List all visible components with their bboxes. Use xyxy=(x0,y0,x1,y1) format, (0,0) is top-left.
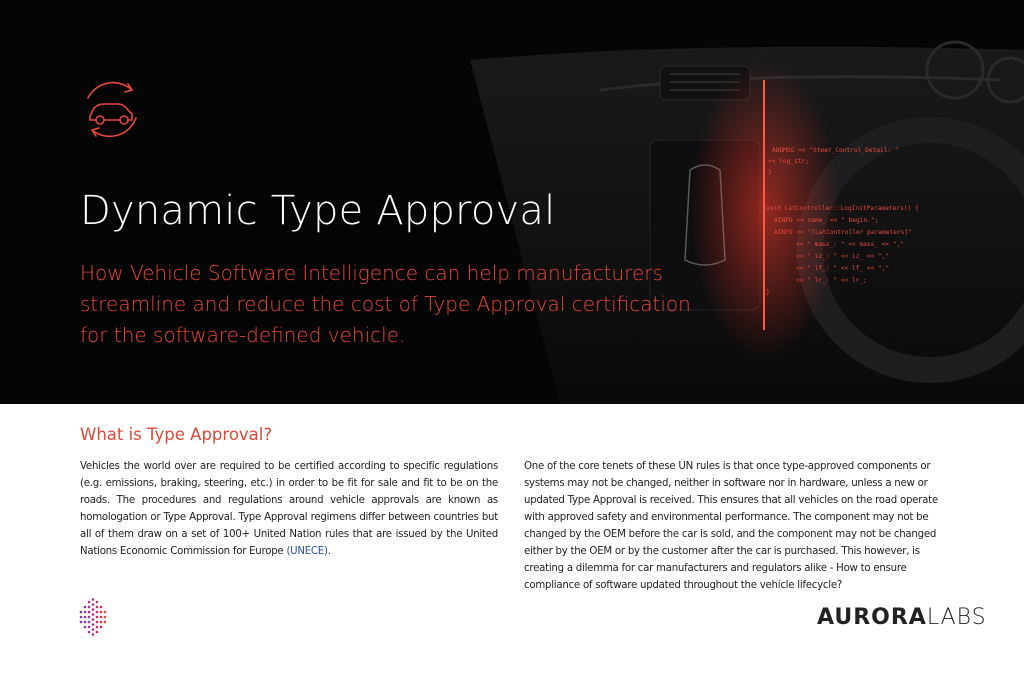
logo-dot xyxy=(92,598,95,601)
logo-dot xyxy=(92,623,95,626)
logo-dot xyxy=(100,616,103,619)
logo-dot xyxy=(92,613,95,616)
logo-dot xyxy=(96,626,99,629)
logo-dot xyxy=(92,608,95,611)
page-title: Dynamic Type Approval xyxy=(80,188,556,234)
logo-dot xyxy=(88,616,91,619)
code-line: } xyxy=(768,169,772,176)
logo-dot xyxy=(92,628,95,631)
logo-dot xyxy=(84,616,87,619)
logo-dot xyxy=(100,626,103,629)
code-line: AINFO << "[LatController parameters]" xyxy=(774,229,912,236)
logo-dot xyxy=(96,631,99,634)
logo-dot xyxy=(92,618,95,621)
logo-dot xyxy=(80,616,83,619)
logo-dot xyxy=(96,606,99,609)
code-line: << " iz_: " << iz_ << "," xyxy=(796,253,890,260)
code-line: << " lr_: " << lr_; xyxy=(796,277,867,284)
logo-dot xyxy=(84,621,87,624)
code-line: << " lf_: " << lf_ << "," xyxy=(796,265,890,272)
logo-dot xyxy=(104,616,107,619)
unece-link[interactable]: (UNECE) xyxy=(286,546,328,557)
code-line: << " mass_: " << mass_ << "," xyxy=(796,241,905,248)
logo-dot xyxy=(92,633,95,636)
logo-dot xyxy=(88,611,91,614)
logo-dot xyxy=(88,626,91,629)
logo-dot xyxy=(104,621,107,624)
right-column-text: One of the core tenets of these UN rules is that once type-approved components or systems may not be changed, neither in software nor in hardware, unless a new or updated Type Approval is received. This ensures that all vehicles on the road operate with approved safety and environmental performance. The component may not be changed by the OEM before the car is sold, and the component may not be changed either by the OEM or by the customer after the car is purchased. This however, is creating a dilemma for car manufacturers and regulators alike - How to ensure compliance of software updated throughout the vehicle lifecycle? xyxy=(524,461,938,591)
logo-dot xyxy=(96,621,99,624)
logo-dot xyxy=(100,611,103,614)
left-column-text xyxy=(80,458,498,560)
logo-dot xyxy=(84,626,87,629)
logo-dot xyxy=(96,611,99,614)
logo-dot xyxy=(84,611,87,614)
left-paragraph: Vehicles the world over are required to be certified according to specific regulations (e.g. emissions, braking, steering, etc.) in order to be fit for sale and fit to be on the roads. The procedures and regulations around vehicle approvals are known as homologation or Type Approval. Type Approval regimens differ between countries but all of them draw on a set of 100+ United Nation rules that are issued by the United Nations Economic Commission for Europe xyxy=(80,461,498,557)
logo-dot xyxy=(104,611,107,614)
logo-dot xyxy=(88,621,91,624)
logo-dot xyxy=(80,621,83,624)
brand-light: LABS xyxy=(926,605,987,630)
brand-logo xyxy=(817,605,987,630)
logo-dot xyxy=(88,631,91,634)
logo-dot xyxy=(92,603,95,606)
logo-dot xyxy=(96,616,99,619)
left-paragraph-end: . xyxy=(327,546,331,557)
logo-dot xyxy=(100,621,103,624)
logo-dot xyxy=(80,611,83,614)
logo-dot xyxy=(88,606,91,609)
car-cycle-icon xyxy=(74,76,148,142)
code-line: ADDMSG << "Steer_Control_Detail: " xyxy=(772,147,899,154)
code-line: << log_str; xyxy=(768,158,809,165)
page-subtitle: How Vehicle Software Intelligence can help manufacturers streamline and reduce the cost of Type Approval certification for the software-defined vehicle. xyxy=(80,261,691,347)
section-heading: What is Type Approval? xyxy=(80,425,273,444)
logo-dot xyxy=(96,601,99,604)
code-line: AINFO << name_ << " begin."; xyxy=(774,217,879,224)
aurora-dots-logo xyxy=(78,596,108,638)
logo-dot xyxy=(84,606,87,609)
logo-dot xyxy=(100,606,103,609)
code-line: void LatController::LogInitParameters() { xyxy=(766,205,919,212)
brand-bold: AURORA xyxy=(817,605,927,630)
logo-dot xyxy=(88,601,91,604)
code-line: } xyxy=(766,289,770,296)
